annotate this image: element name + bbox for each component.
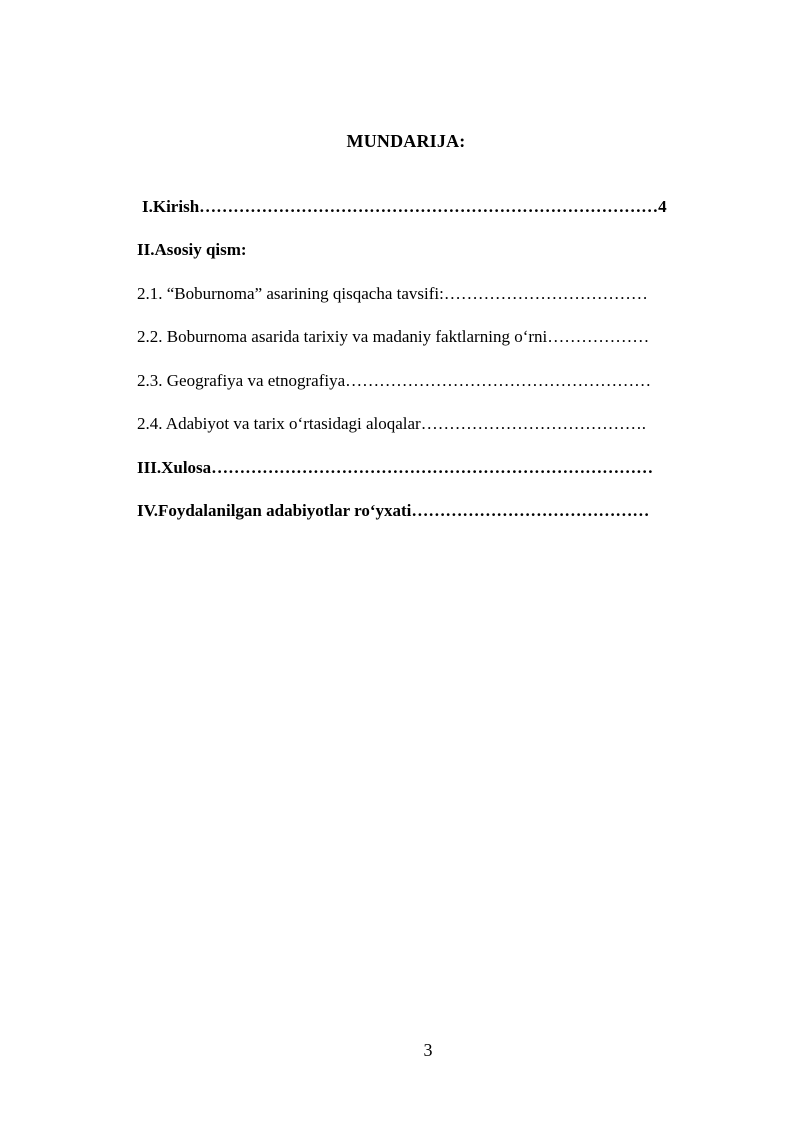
toc-entry-adabiyotlar: IV.Foydalanilgan adabiyotlar ro‘yxati……………………………………	[137, 501, 650, 520]
toc-entry-xulosa: III.Xulosa……………………………………………………………………	[137, 458, 654, 477]
toc-entry-2-3: 2.3. Geografiya va etnografiya………………………………………………	[137, 371, 652, 390]
page-title: MUNDARIJA:	[346, 131, 466, 151]
toc-entry-2-4: 2.4. Adabiyot va tarix o‘rtasidagi aloqalar………………………………….	[137, 414, 646, 433]
toc-entry-kirish: I.Kirish………………………………………………………………………4	[142, 197, 667, 216]
toc-entry-2-1: 2.1. “Boburnoma” asarining qisqacha tavsifi:………………………………	[137, 284, 648, 303]
toc-entry-asosiy-qism: II.Asosiy qism:	[137, 240, 247, 259]
page-number: 3	[423, 1040, 433, 1060]
toc-entry-2-2: 2.2. Boburnoma asarida tarixiy va madaniy faktlarning o‘rni………………	[137, 327, 650, 346]
